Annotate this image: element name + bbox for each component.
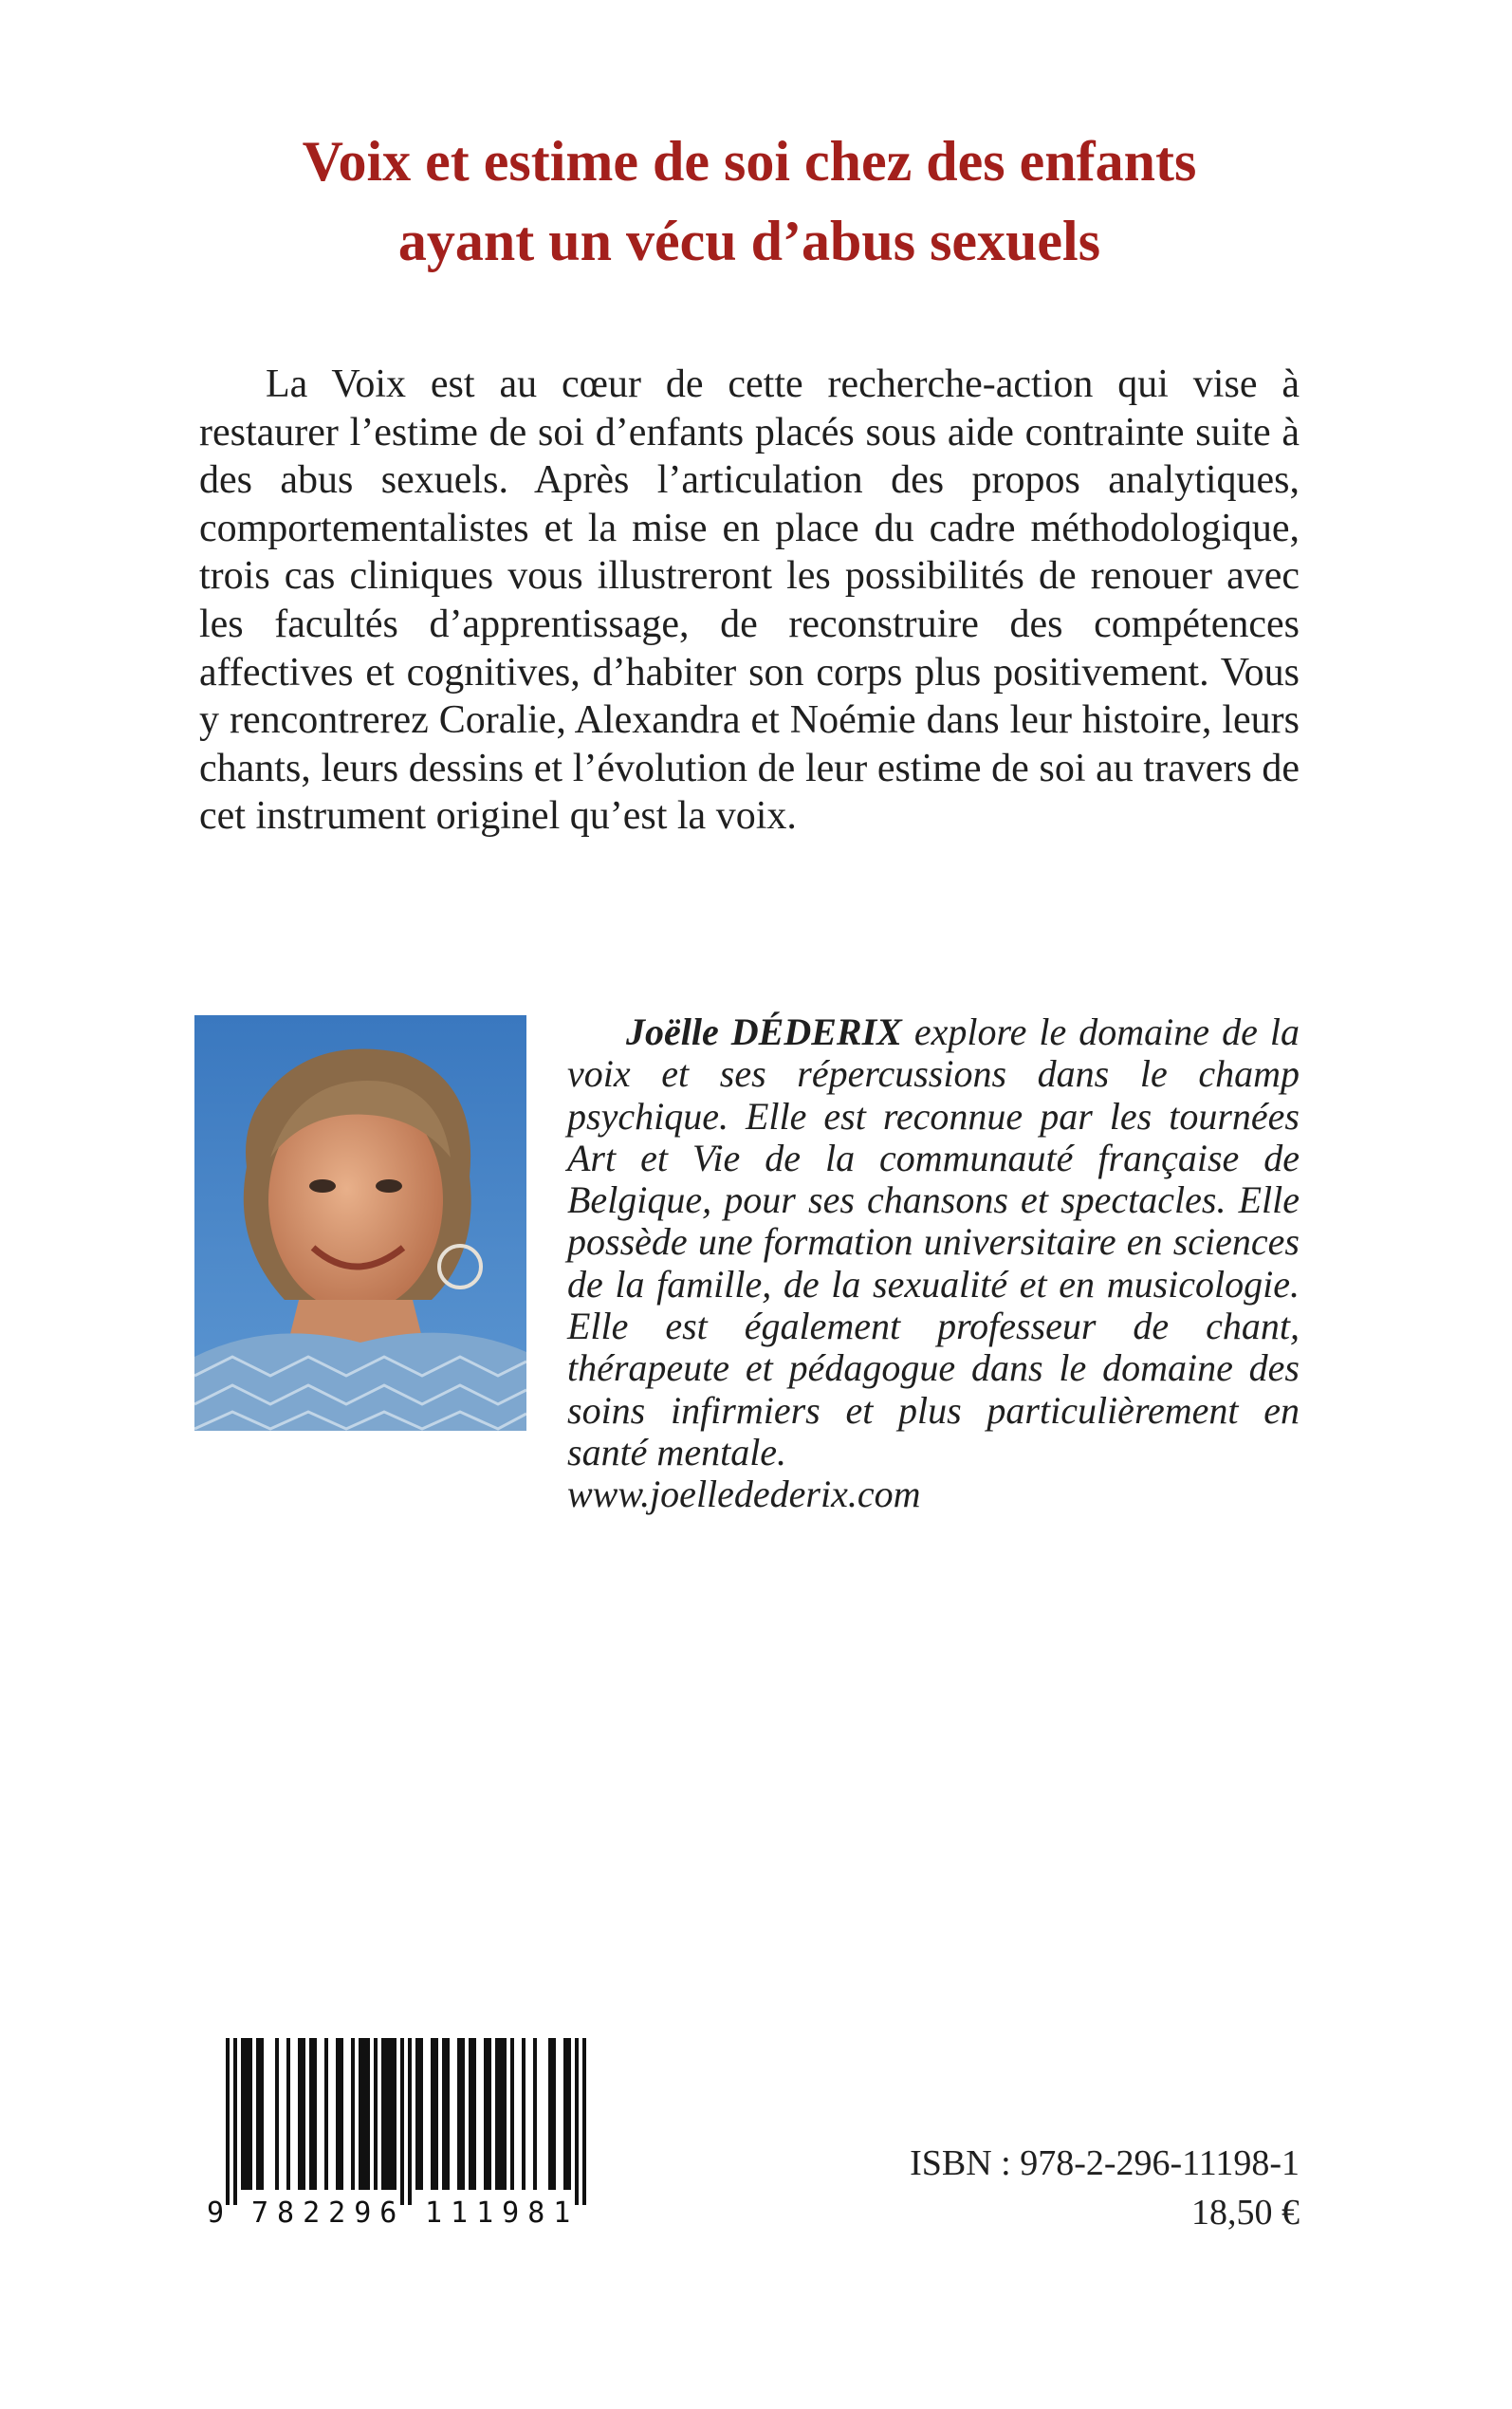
barcode-bar [374,2038,378,2190]
barcode-bar [393,2038,396,2190]
author-photo [194,1015,526,1431]
barcode [199,2038,607,2228]
barcode-group-2: 111981 [425,2196,580,2228]
barcode-bar [442,2038,446,2190]
barcode-bar [484,2038,488,2190]
barcode-bar [582,2038,586,2205]
barcode-bar [457,2038,461,2190]
barcode-bar [336,2038,340,2190]
barcode-bar [389,2038,393,2190]
barcode-bar [275,2038,279,2190]
barcode-bar [400,2038,404,2205]
barcode-bar [226,2038,230,2205]
barcode-bar [575,2038,579,2205]
barcode-bar [510,2038,514,2190]
barcode-bar [419,2038,423,2190]
barcode-bar [415,2038,419,2190]
barcode-bar [552,2038,556,2190]
price: 18,50 € [1191,2193,1300,2233]
barcode-bar [245,2038,249,2190]
barcode-first-digit: 9 [207,2196,225,2228]
barcode-bar [533,2038,537,2190]
barcode-bar [567,2038,571,2190]
barcode-bar [499,2038,503,2190]
barcode-bar [563,2038,567,2190]
author-description: explore le domaine de la voix et ses répercussions dans le champ psychique. Elle est reconnue par les tournées Art et Vie de la communauté française de Belgique, pour ses chansons et spectacles. Elle possède une formation universitaire en sciences de la famille, de la sexualité et en musicologie. Elle est également professeur de chant, thérapeute et pédagogue dans le domaine des soins infirmiers et plus particulièrement en santé mentale. [567,1010,1300,1473]
author-website: www.joelledederix.com [567,1473,921,1516]
barcode-bar [362,2038,366,2190]
barcode-bar [488,2038,491,2190]
barcode-bar [340,2038,343,2190]
barcode-group-1: 782296 [251,2196,406,2228]
barcode-bar [351,2038,355,2190]
book-summary: La Voix est au cœur de cette recherche-action qui vise à restaurer l’estime de soi d’enfants placés sous aide contrainte suite à des abus sexuels. Après l’articulation des propos analytiques, comportementalistes et la mise en place du cadre méthodologique, trois cas cliniques vous illustreront les possibilités de renouer avec les facultés d’apprentissage, de reconstruire des compétences affectives et cognitives, d’habiter son corps plus positivement. Vous y rencontrerez Coralie, Alexandra et Noémie dans leur histoire, leurs chants, leurs dessins et l’évolution de leur estime de soi au travers de cet instrument originel qu’est la voix. [199,362,1300,839]
title-line-1: Voix et estime de soi chez des enfants [302,130,1197,193]
barcode-bar [381,2038,385,2190]
barcode-bar [548,2038,552,2190]
barcode-bar [324,2038,328,2190]
barcode-bar [260,2038,264,2190]
barcode-bar [434,2038,438,2190]
barcode-bar [503,2038,507,2190]
barcode-bar [431,2038,434,2190]
barcode-bar [256,2038,260,2190]
barcode-bar [233,2038,237,2205]
barcode-bar [472,2038,476,2190]
barcode-bar [495,2038,499,2190]
barcode-bar [313,2038,317,2190]
barcode-bar [461,2038,465,2190]
barcode-bar [385,2038,389,2190]
isbn-number: ISBN : 978-2-296-11198-1 [910,2143,1300,2183]
barcode-bar [241,2038,245,2190]
barcode-bar [359,2038,362,2190]
barcode-bar [286,2038,290,2190]
barcode-bar [469,2038,472,2190]
book-title [142,121,1356,281]
author-name: Joëlle DÉDERIX [626,1010,902,1053]
barcode-bar [366,2038,370,2190]
barcode-bar [446,2038,450,2190]
author-bio [567,1011,1300,1516]
barcode-bar [408,2038,412,2205]
barcode-bar [522,2038,526,2190]
barcode-bar [302,2038,305,2190]
barcode-bar [309,2038,313,2190]
title-line-2: ayant un vécu d’abus sexuels [397,210,1101,272]
barcode-bar [298,2038,302,2190]
barcode-bar [249,2038,252,2190]
